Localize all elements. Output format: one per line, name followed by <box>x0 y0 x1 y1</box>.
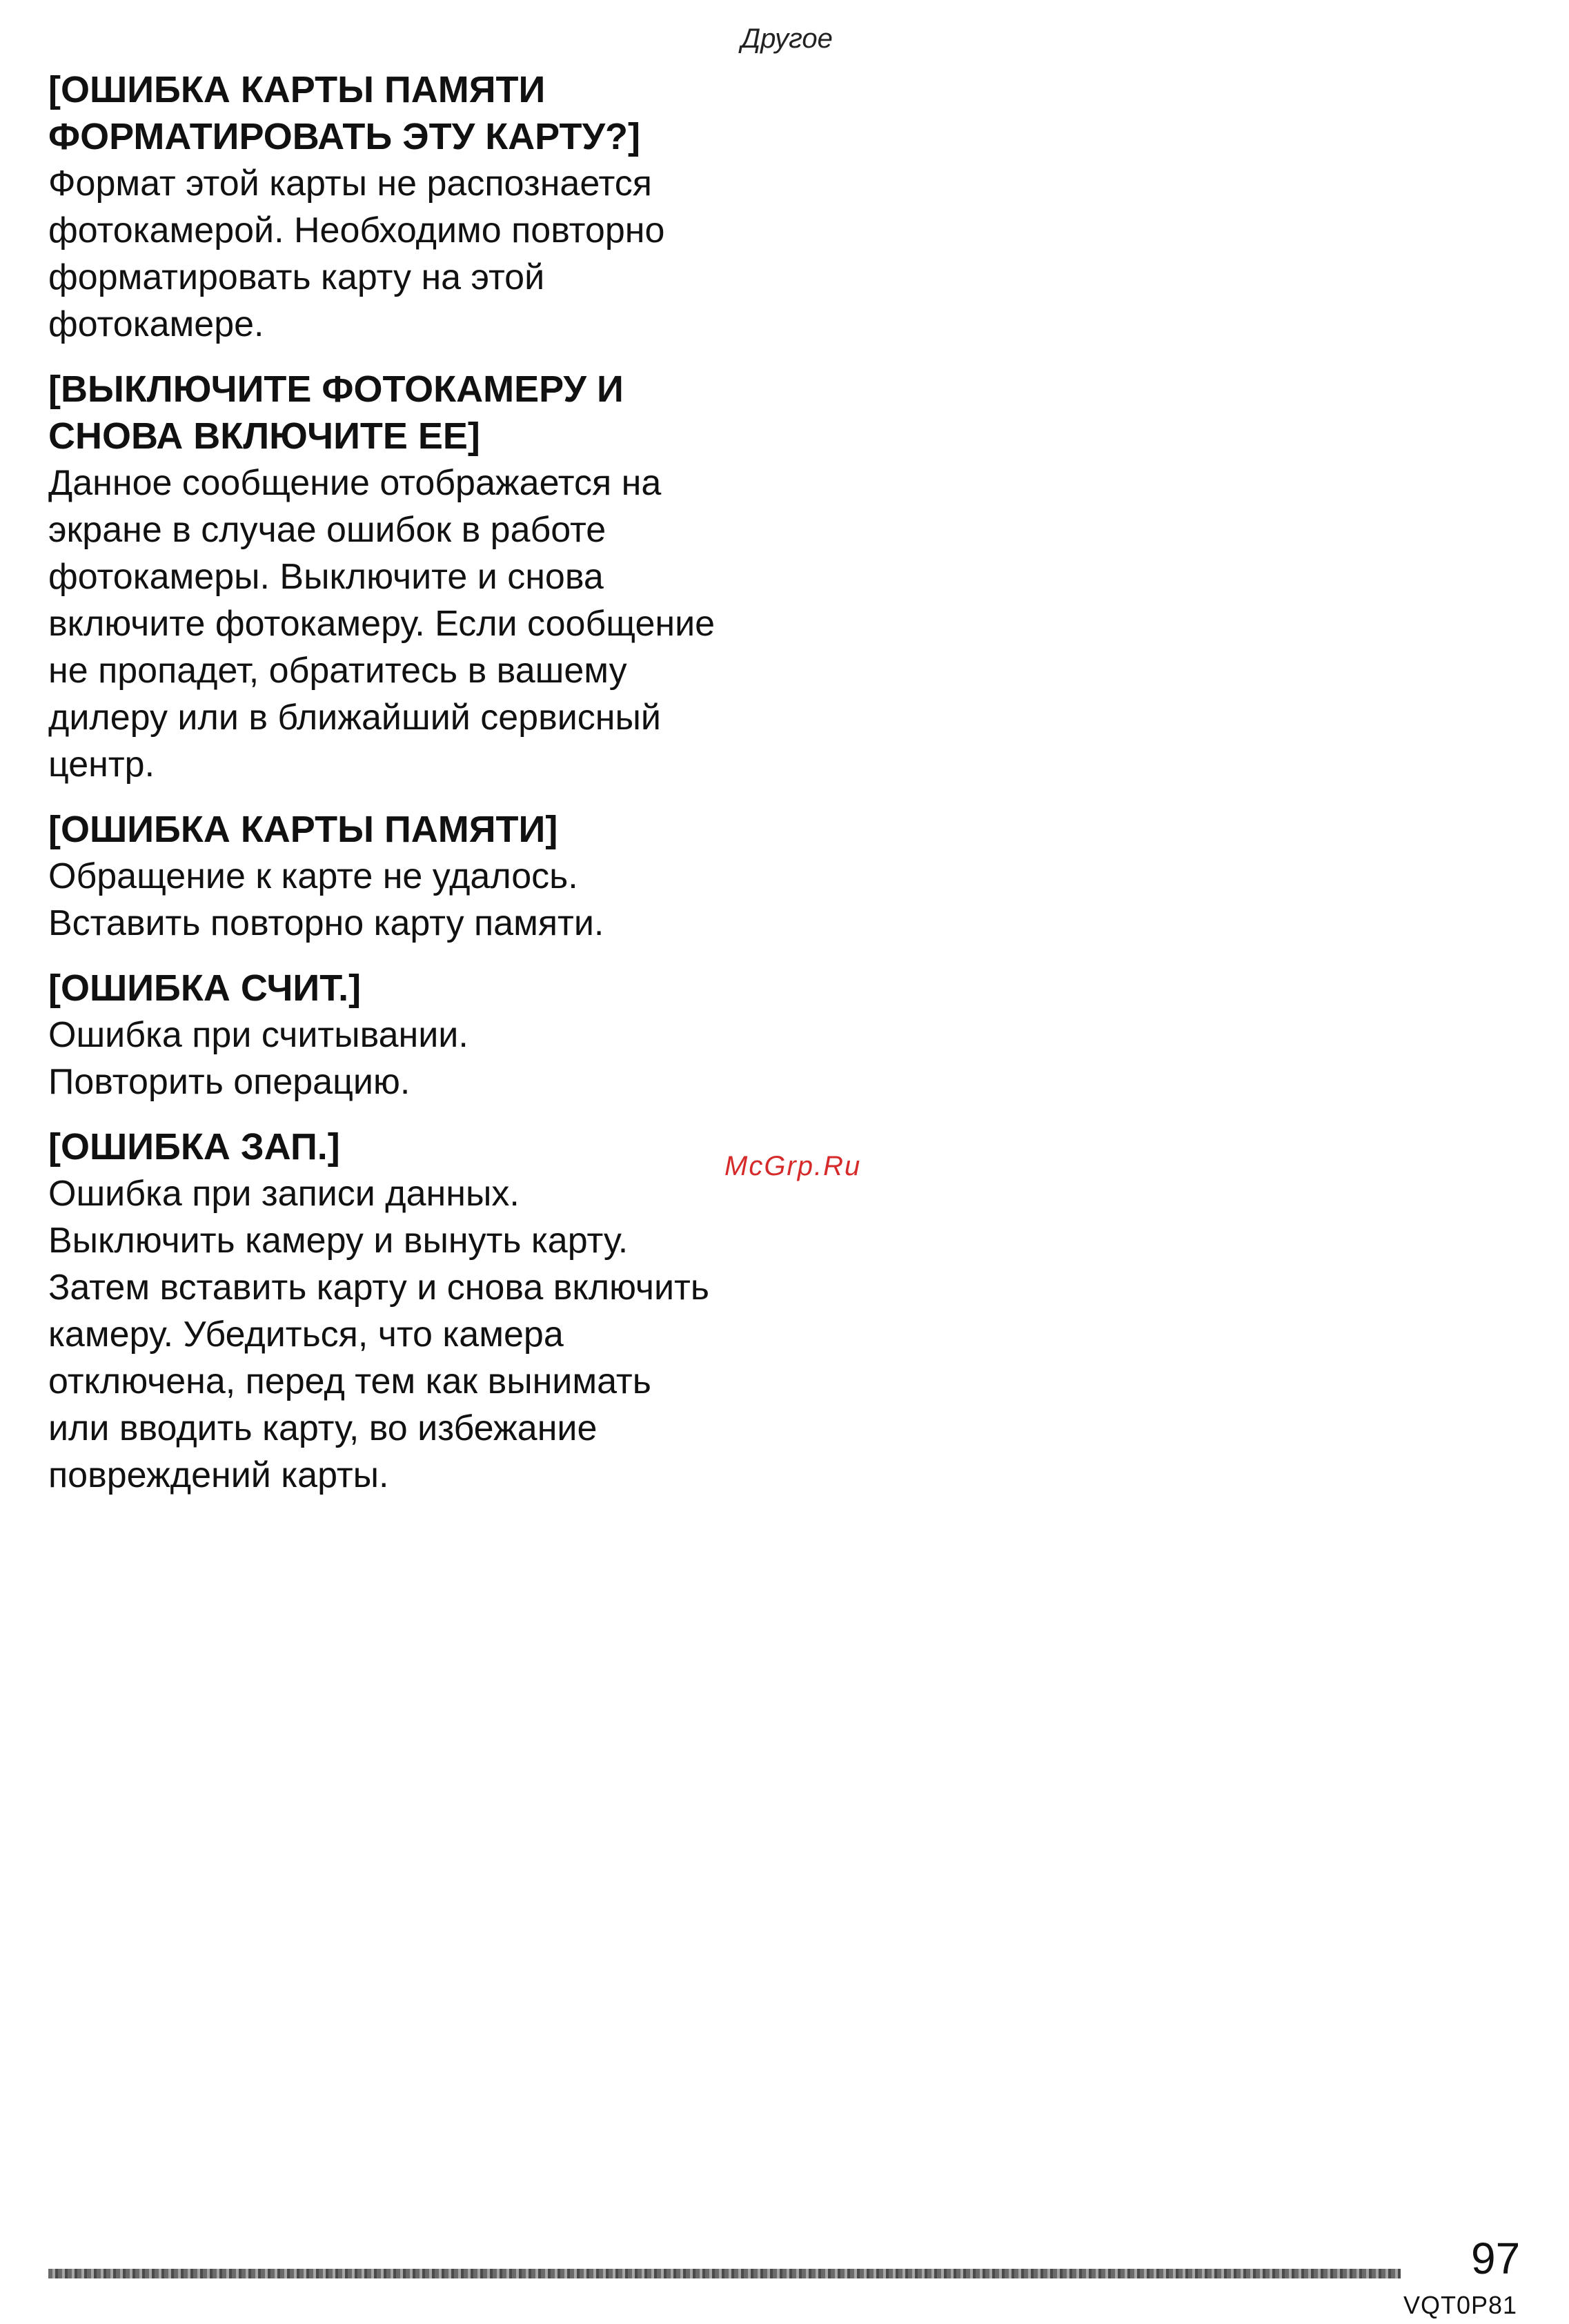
entry-body: Формат этой карты не распознается фотокамерой. Необходимо повторно форматировать карту на этой фотокамере. <box>48 164 665 344</box>
entry-write-error <box>48 1123 793 1499</box>
entry-title: [ОШИБКА КАРТЫ ПАМЯТИ] <box>48 809 558 850</box>
entry-title: [ВЫКЛЮЧИТЕ ФОТОКАМЕРУ И СНОВА ВКЛЮЧИТЕ ЕЕ] <box>48 368 624 457</box>
error-message-list <box>48 66 793 1517</box>
entry-memory-card-error <box>48 806 793 947</box>
section-header: Другое <box>741 23 833 54</box>
entry-title: [ОШИБКА ЗАП.] <box>48 1126 340 1168</box>
entry-restart-camera <box>48 366 793 788</box>
entry-body: Обращение к карте не удалось. Вставить повторно карту памяти. <box>48 856 604 943</box>
entry-title: [ОШИБКА КАРТЫ ПАМЯТИ ФОРМАТИРОВАТЬ ЭТУ КАРТУ?] <box>48 69 641 157</box>
entry-body: Ошибка при записи данных. Выключить камеру и вынуть карту. Затем вставить карту и снова включить камеру. Убедиться, что камера отключена, перед тем как вынимать или вводить карту, во избежание повреждений карты. <box>48 1174 709 1495</box>
document-code: VQT0P81 <box>1403 2291 1518 2319</box>
entry-title: [ОШИБКА СЧИТ.] <box>48 967 362 1009</box>
entry-body: Ошибка при считывании. Повторить операцию. <box>48 1015 468 1102</box>
entry-read-error <box>48 965 793 1105</box>
footer-divider <box>48 2269 1401 2278</box>
page-number: 97 <box>1471 2234 1521 2283</box>
watermark: McGrp.Ru <box>724 1151 862 1181</box>
entry-body: Данное сообщение отображается на экране в случае ошибок в работе фотокамеры. Выключите и снова включите фотокамеру. Если сообщение не пропадет, обратитесь в вашему дилеру или в ближайший сервисный центр. <box>48 463 716 785</box>
entry-format-card <box>48 66 793 348</box>
